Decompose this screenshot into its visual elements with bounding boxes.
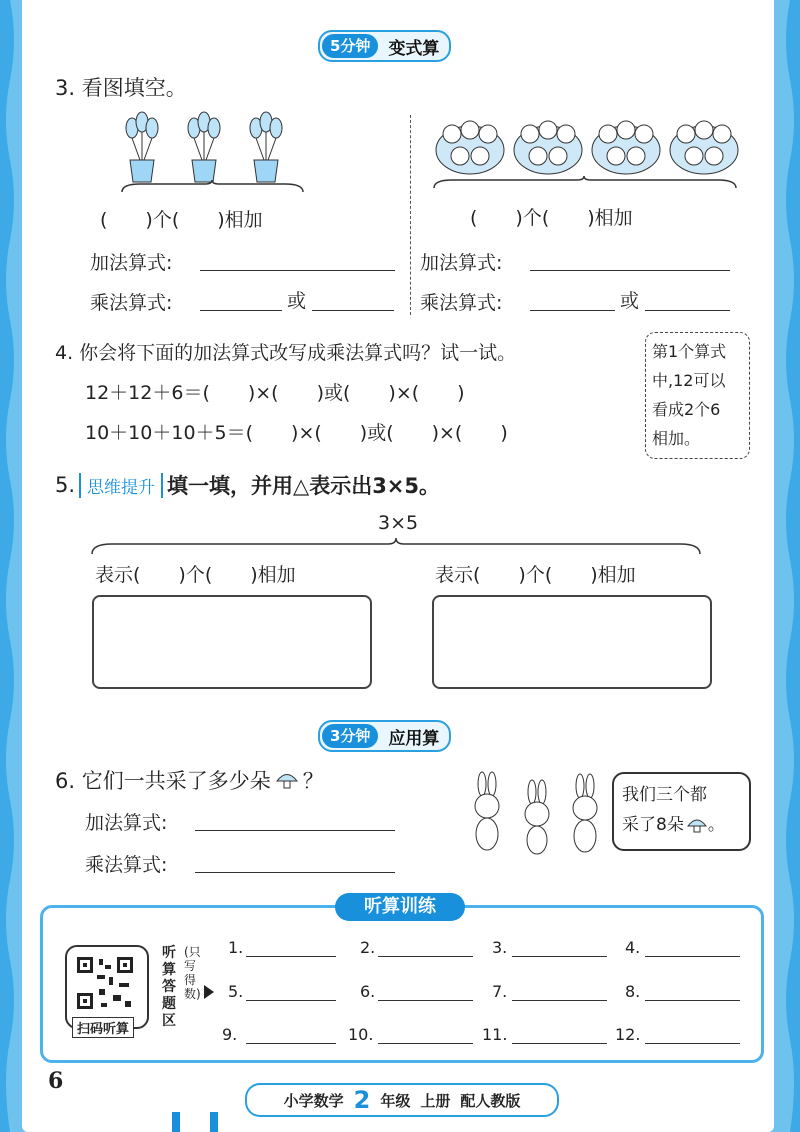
q3-right-mul-answer-2[interactable] [645,310,730,311]
footer-subject: 小学数学 [283,1091,344,1110]
flower-pot-icon [250,112,282,182]
chicks-illustration [430,112,740,182]
listen-item-label: 7. [492,982,508,1001]
q6-mul-answer[interactable] [195,872,395,873]
mushroom-icon [275,770,299,790]
listen-item-label: 9. [222,1025,238,1044]
listen-answer-line[interactable] [512,956,607,957]
hint-line: 中,12可以 [652,371,726,390]
q3-left-or: 或 [287,290,307,312]
footer-grade: 年级 [380,1091,411,1110]
listen-answer-line[interactable] [378,956,473,957]
listen-answer-line[interactable] [512,1000,607,1001]
rabbit-icon [475,772,499,850]
listen-answer-line[interactable] [645,956,740,957]
chick-group-icon [436,121,504,174]
bubble-line: 采了8朵 [622,815,684,835]
bottom-tab [210,1112,218,1132]
q3-left-blank: ( )个( )相加 [100,209,263,231]
q3-right-blank: ( )个( )相加 [470,207,633,229]
left-wave-border [0,0,18,1132]
arrow-right-icon [204,985,214,999]
q5-right-label: 表示( )个( )相加 [435,564,636,586]
q3-left-mul-label: 乘法算式: [90,292,173,314]
right-group-brace [432,176,738,192]
qr-label: 扫码听算 [72,1017,134,1038]
q5-left-drawing-box[interactable] [92,595,372,689]
thinking-tag: 思维提升 [79,473,163,498]
bubble-line: 我们三个都 [622,785,707,805]
q4-hint-box [645,332,750,459]
q3-right-add-label: 加法算式: [420,252,503,274]
book-footer [245,1083,559,1117]
mushroom-icon [686,816,708,834]
q3-right-mul-answer-1[interactable] [530,310,615,311]
q4-line-1: 12＋12＋6＝( )×( )或( )×( ) [85,382,465,404]
q5-right-drawing-box[interactable] [432,595,712,689]
q4-line-2: 10＋10＋10＋5＝( )×( )或( )×( ) [85,422,508,444]
listen-item-label: 5. [228,982,244,1001]
question-6-title [55,765,324,795]
answer-area-note: (只写得数) [184,945,201,1001]
hint-line: 第1个算式 [652,342,727,361]
q5-expression: 3×5 [378,512,419,534]
footer-term: 上册 [420,1091,451,1110]
listen-answer-line[interactable] [645,1043,740,1044]
question-4-title: 4. 你会将下面的加法算式改写成乘法算式吗？试一试。 [55,342,517,364]
section-label: 应用算 [388,728,440,749]
q3-left-mul-answer-2[interactable] [312,310,394,311]
listen-item-label: 11. [482,1025,508,1044]
rabbit-icon [573,774,597,852]
listen-item-label: 8. [625,982,641,1001]
q5-left-label: 表示( )个( )相加 [95,564,296,586]
section-header-variant [318,30,451,62]
chick-group-icon [514,121,582,174]
rabbits-illustration [460,770,610,860]
flower-pot-icon [126,112,158,182]
chick-group-icon [670,121,738,174]
flower-pot-icon [188,112,220,182]
timer-badge: 3分钟 [322,724,378,748]
q3-left-mul-answer-1[interactable] [200,310,282,311]
left-group-brace [120,180,305,196]
q6-title-end: ？ [302,769,324,793]
footer-grade-number: 2 [353,1086,371,1114]
q3-right-add-answer[interactable] [530,270,730,271]
section-header-application [318,720,451,752]
rabbit-speech-bubble: 我们三个都 采了8朵 。 [612,772,751,851]
question-3-title: 3. 看图填空。 [55,76,187,100]
q6-add-answer[interactable] [195,830,395,831]
chick-group-icon [592,121,660,174]
listen-item-label: 10. [348,1025,374,1044]
listen-item-label: 6. [360,982,376,1001]
question-5-title [55,470,440,500]
right-wave-border [782,0,800,1132]
q3-left-add-answer[interactable] [200,270,395,271]
listen-item-label: 2. [360,938,376,957]
listen-item-label: 3. [492,938,508,957]
q3-right-or: 或 [620,290,640,312]
q3-divider [410,115,411,315]
page-number: 6 [48,1068,64,1094]
rabbit-icon [525,780,549,854]
listen-answer-line[interactable] [378,1000,473,1001]
timer-badge: 5分钟 [322,34,378,58]
q3-left-add-label: 加法算式: [90,252,173,274]
q5-brace [90,538,702,558]
listen-item-label: 1. [228,938,244,957]
hint-line: 相加。 [652,429,701,448]
listening-title: 听算训练 [335,893,465,921]
qr-pattern-icon [69,955,145,1015]
listen-answer-line[interactable] [246,1043,336,1044]
hint-line: 看成2个6 [652,400,721,419]
listen-answer-line[interactable] [645,1000,740,1001]
q3-right-mul-label: 乘法算式: [420,292,503,314]
q6-title-text: 6. 它们一共采了多少朵 [55,769,271,793]
listen-answer-line[interactable] [246,956,336,957]
listen-item-label: 12. [615,1025,641,1044]
listen-item-label: 4. [625,938,641,957]
footer-edition: 配人教版 [460,1091,521,1110]
q6-mul-label: 乘法算式: [85,854,168,876]
listen-answer-line[interactable] [378,1043,473,1044]
answer-area-label: 听算答题区 [162,945,176,1029]
listen-answer-line[interactable] [246,1000,336,1001]
bottom-tab [172,1112,180,1132]
q5-title-text: 填一填，并用△表示出3×5。 [167,474,441,498]
q6-add-label: 加法算式: [85,812,168,834]
listen-answer-line[interactable] [512,1043,607,1044]
flower-pots-illustration [118,110,308,190]
section-label: 变式算 [388,38,440,59]
q5-number: 5. [55,473,76,497]
